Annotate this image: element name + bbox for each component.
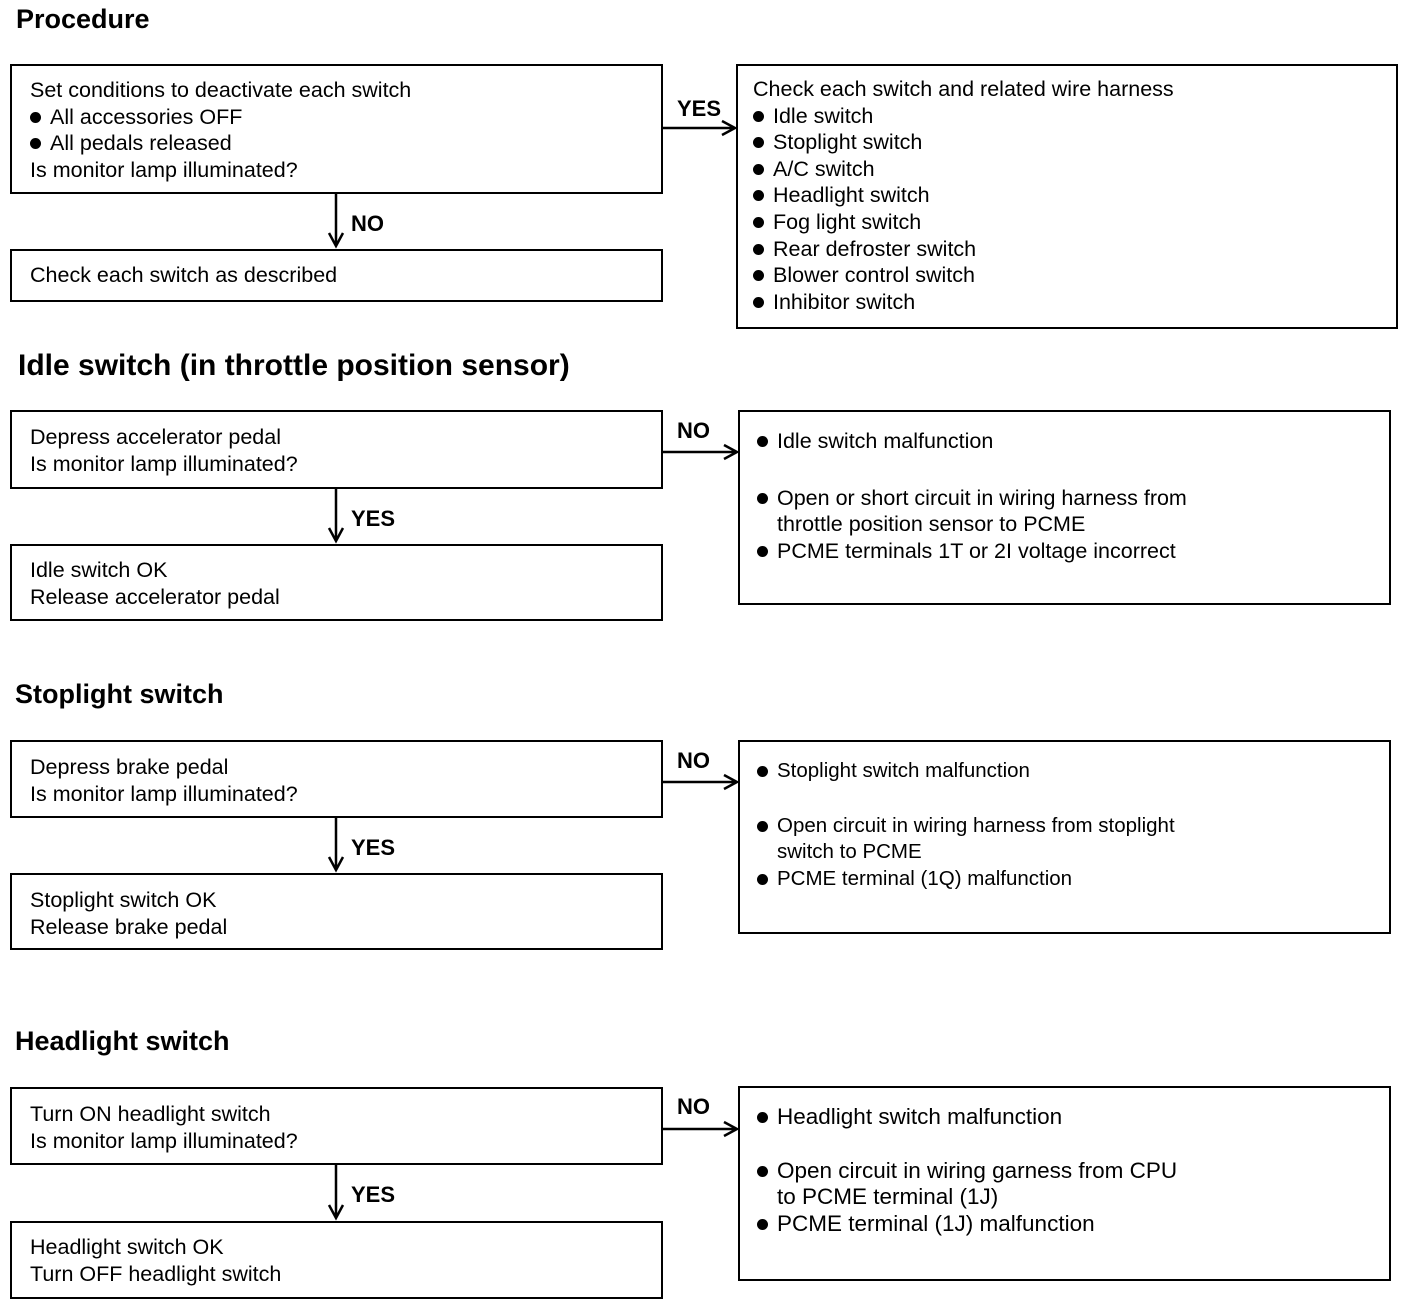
bullet-icon (30, 138, 41, 149)
list-item-text: PCME terminal (1J) malfunction (777, 1210, 1095, 1236)
bullet-icon (753, 217, 764, 228)
list-item (757, 538, 1389, 565)
bullet-icon (757, 546, 768, 557)
list-item-text: Rear defroster switch (773, 236, 977, 261)
list-item-text: Inhibitor switch (773, 289, 916, 314)
list-item (757, 866, 1389, 893)
idle-no-arrow (662, 445, 737, 459)
list-item (753, 289, 1396, 316)
list-item (30, 104, 661, 131)
headlight-yes-label: YES (351, 1182, 396, 1207)
bullet-icon (757, 1219, 768, 1230)
bullet-icon (753, 164, 764, 175)
idle-condition-text: Depress accelerator pedal (30, 425, 281, 449)
list-item-text: Open circuit in wiring harness from stoplight (777, 813, 1175, 837)
list-item-text: PCME terminal (1Q) malfunction (777, 866, 1073, 890)
bullet-icon (757, 1112, 768, 1123)
headlight-condition-text: Turn ON headlight switch (30, 1102, 271, 1126)
procedure-condition-text: Set conditions to deactivate each switch (30, 78, 412, 102)
list-item (757, 813, 1389, 866)
list-item (30, 130, 661, 157)
procedure-no-box (10, 249, 663, 302)
idle-title: Idle switch (in throttle position sensor) (18, 349, 570, 382)
stoplight-no-arrow (662, 775, 737, 789)
procedure-title: Procedure (16, 4, 150, 34)
list-item-text: All pedals released (50, 131, 232, 156)
idle-ok-box (10, 544, 663, 621)
idle-no-label: NO (677, 418, 710, 443)
list-item (757, 758, 1389, 785)
stoplight-ok-box (10, 873, 663, 950)
procedure-yes-box (736, 64, 1398, 329)
bullet-icon (753, 270, 764, 281)
headlight-no-label: NO (677, 1094, 710, 1119)
list-item-text: Stoplight switch (773, 130, 923, 155)
bullet-icon (753, 244, 764, 255)
list-item-text: All accessories OFF (50, 104, 243, 129)
procedure-no-arrow (329, 193, 343, 246)
stoplight-yes-label: YES (351, 835, 396, 860)
list-item-text: Open circuit in wiring garness from CPU (777, 1157, 1178, 1183)
list-item-text: Stoplight switch malfunction (777, 759, 1030, 782)
list-item (757, 1104, 1389, 1131)
bullet-icon (757, 766, 768, 777)
list-item (757, 1158, 1389, 1211)
list-item-text: Open or short circuit in wiring harness from (777, 485, 1187, 510)
procedure-condition-box (10, 64, 663, 194)
headlight-condition-box (10, 1087, 663, 1165)
idle-question: Is monitor lamp illuminated? (30, 451, 298, 476)
idle-yes-arrow (329, 488, 343, 541)
list-item (753, 236, 1396, 263)
list-item-text: Idle switch malfunction (777, 429, 994, 453)
procedure-no-text: Check each switch as described (30, 263, 338, 287)
list-item (753, 262, 1396, 289)
headlight-title: Headlight switch (15, 1026, 230, 1056)
idle-ok-action: Release accelerator pedal (30, 584, 280, 609)
headlight-yes-arrow (329, 1164, 343, 1218)
procedure-yes-box-title: Check each switch and related wire harness (753, 77, 1174, 101)
bullet-icon (753, 137, 764, 148)
list-item-text: Fog light switch (773, 209, 922, 234)
bullet-icon (753, 111, 764, 122)
stoplight-question: Is monitor lamp illuminated? (30, 781, 298, 806)
bullet-icon (757, 1166, 768, 1177)
idle-condition-box (10, 410, 663, 489)
list-item-text: PCME terminals 1T or 2I voltage incorrect (777, 538, 1176, 563)
stoplight-condition-text: Depress brake pedal (30, 755, 229, 779)
bullet-icon (757, 436, 768, 447)
list-item-text: Headlight switch malfunction (777, 1104, 1063, 1129)
bullet-icon (757, 821, 768, 832)
bullet-icon (753, 297, 764, 308)
idle-ok-text: Idle switch OK (30, 558, 168, 582)
idle-yes-label: YES (351, 506, 396, 531)
stoplight-ok-text: Stoplight switch OK (30, 888, 217, 912)
procedure-no-label: NO (351, 211, 384, 236)
list-item (753, 103, 1396, 130)
list-item-text: Idle switch (773, 103, 874, 128)
list-item (753, 156, 1396, 183)
stoplight-title: Stoplight switch (15, 679, 224, 709)
headlight-ok-text: Headlight switch OK (30, 1235, 224, 1259)
list-item-text: Blower control switch (773, 263, 975, 288)
list-item (753, 129, 1396, 156)
headlight-no-arrow (662, 1122, 737, 1136)
headlight-fault-box (738, 1086, 1391, 1281)
bullet-icon (757, 874, 768, 885)
procedure-question: Is monitor lamp illuminated? (30, 157, 298, 182)
bullet-icon (757, 493, 768, 504)
headlight-question: Is monitor lamp illuminated? (30, 1128, 298, 1153)
procedure-yes-arrow (662, 121, 735, 135)
list-item-text: Headlight switch (773, 183, 930, 208)
bullet-icon (30, 112, 41, 123)
list-item (753, 182, 1396, 209)
stoplight-no-label: NO (677, 748, 710, 773)
stoplight-condition-box (10, 740, 663, 818)
bullet-icon (753, 190, 764, 201)
procedure-yes-label: YES (677, 96, 722, 121)
idle-fault-box (738, 410, 1391, 605)
headlight-ok-box (10, 1221, 663, 1299)
headlight-ok-action: Turn OFF headlight switch (30, 1261, 282, 1286)
stoplight-fault-box (738, 740, 1391, 934)
list-item (757, 428, 1389, 455)
stoplight-yes-arrow (329, 817, 343, 870)
list-item (757, 485, 1389, 538)
list-item-text: switch to PCME (777, 840, 922, 864)
list-item-text: A/C switch (773, 156, 875, 181)
list-item-text: to PCME terminal (1J) (777, 1184, 999, 1210)
list-item (757, 1211, 1389, 1238)
list-item-text: throttle position sensor to PCME (777, 512, 1086, 537)
list-item (753, 209, 1396, 236)
stoplight-ok-action: Release brake pedal (30, 914, 228, 939)
